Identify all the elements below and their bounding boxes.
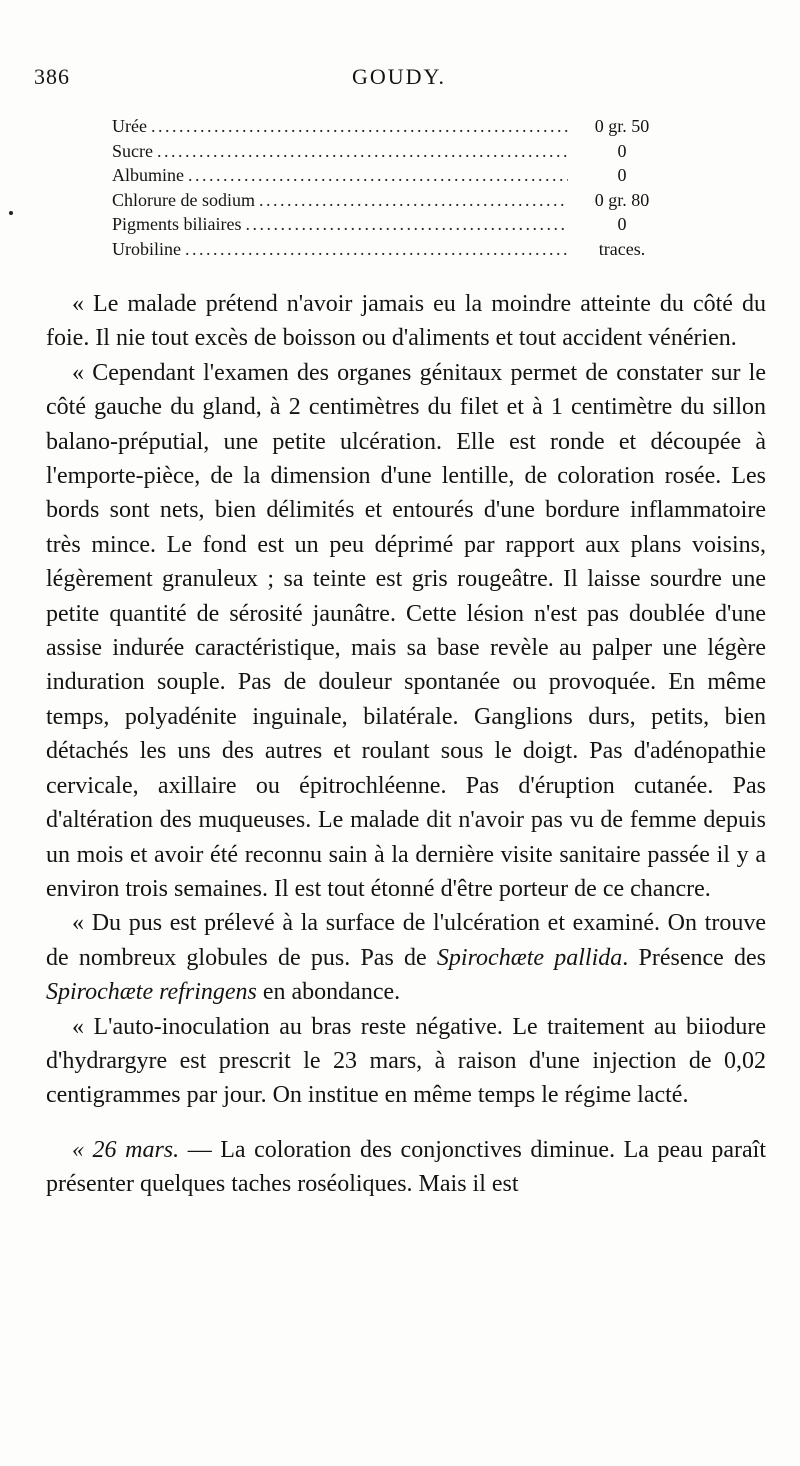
analysis-label: Urobiline	[112, 238, 181, 259]
paragraph-text: en abondance.	[256, 979, 401, 1006]
leader-dots	[157, 139, 568, 164]
analysis-label: Chlorure de sodium	[112, 189, 255, 210]
paragraph-text: . Présence des	[622, 944, 767, 971]
leader-dots	[188, 163, 568, 188]
body-text	[46, 287, 766, 1202]
analysis-row-pigments	[112, 212, 672, 237]
leader-dots	[185, 237, 568, 262]
running-head	[34, 64, 764, 98]
analysis-label: Sucre	[112, 140, 153, 161]
analysis-label: Urée	[112, 116, 147, 136]
leader-dots	[246, 212, 569, 237]
paragraph-march-26	[46, 1133, 766, 1202]
leader-dots	[151, 114, 568, 139]
analysis-value: 0 gr. 80	[594, 189, 650, 210]
entry-date: « 26 mars.	[72, 1136, 180, 1163]
analysis-label: Pigments biliaires	[112, 214, 242, 234]
paragraph-treatment: « L'auto-inoculation au bras reste négative. Le traitement au biiodure d'hydrargyre est prescrit le 23 mars, à raison d'une injection de 0,02 centigrammes par jour. On institue en même temps le régime lacté.	[46, 1013, 766, 1109]
running-title: GOUDY.	[351, 64, 447, 89]
analysis-row-urobiline	[112, 237, 672, 262]
leader-dots	[259, 188, 568, 213]
page-number: 386	[34, 64, 70, 89]
paragraph-genital-exam: « Cependant l'examen des organes génitaux permet de constater sur le côté gauche du gland, à 2 centimètres du filet et à 1 centimètre du sillon balano-préputial, une petite ulcération. Elle est ronde et découpée à l'emporte-pièce, de la dimension d'une lentille, de coloration rosée. Les bords sont nets, bien délimités et entourés d'une bordure inflammatoire très mince. Le fond est un peu déprimé par rapport aux plans voisins, légèrement granuleux ; sa teinte est gris rougeâtre. Il laisse sourdre une petite quantité de sérosité jaunâtre. Cette lésion n'est pas doublée d'une assise indurée caractéristique, mais sa base revèle au palper une légère induration souple. Pas de douleur spontanée ou provoquée. En même temps, polyadénite inguinale, bilatérale. Ganglions durs, petits, bien détachés les uns des autres et roulant sous le doigt. Pas d'adénopathie cervicale, axillaire ou épitrochléenne. Pas d'éruption cutanée. Pas d'altération des muqueuses. Le malade dit n'avoir pas vu de femme depuis un mois et avoir été reconnu sain à la dernière visite sanitaire passée il y a environ trois semaines. Il est tout étonné d'être porteur de ce chancre.	[46, 359, 766, 902]
urine-analysis-table	[112, 114, 672, 261]
paragraph-liver-history: « Le malade prétend n'avoir jamais eu la moindre atteinte du côté du foie. Il nie tout excès de boisson ou d'aliments et tout accident vénérien.	[46, 291, 766, 352]
analysis-row-chlorure	[112, 188, 672, 213]
paragraph-text: — La coloration des conjonctives diminue. La peau paraît présenter quelques taches roséoliques. Mais il est	[46, 1136, 767, 1198]
paragraph-text: « Du pus est prélevé à la surface de l'ulcération et examiné. On trouve de nombreux globules de pus. Pas de	[46, 910, 766, 971]
analysis-row-uree	[112, 114, 672, 139]
species-name: Spirochæte pallida	[436, 944, 623, 971]
analysis-value: 0	[617, 140, 627, 161]
analysis-row-sucre	[112, 139, 672, 164]
analysis-label: Albumine	[112, 165, 184, 185]
paragraph-pus-exam	[46, 906, 766, 1009]
scan-speck	[9, 211, 13, 215]
analysis-value: 0	[617, 214, 627, 234]
species-name: Spirochæte refringens	[46, 979, 257, 1006]
analysis-value: 0	[617, 165, 627, 185]
analysis-value: traces.	[598, 238, 646, 259]
analysis-row-albumine	[112, 163, 672, 188]
analysis-value: 0 gr. 50	[594, 116, 650, 136]
